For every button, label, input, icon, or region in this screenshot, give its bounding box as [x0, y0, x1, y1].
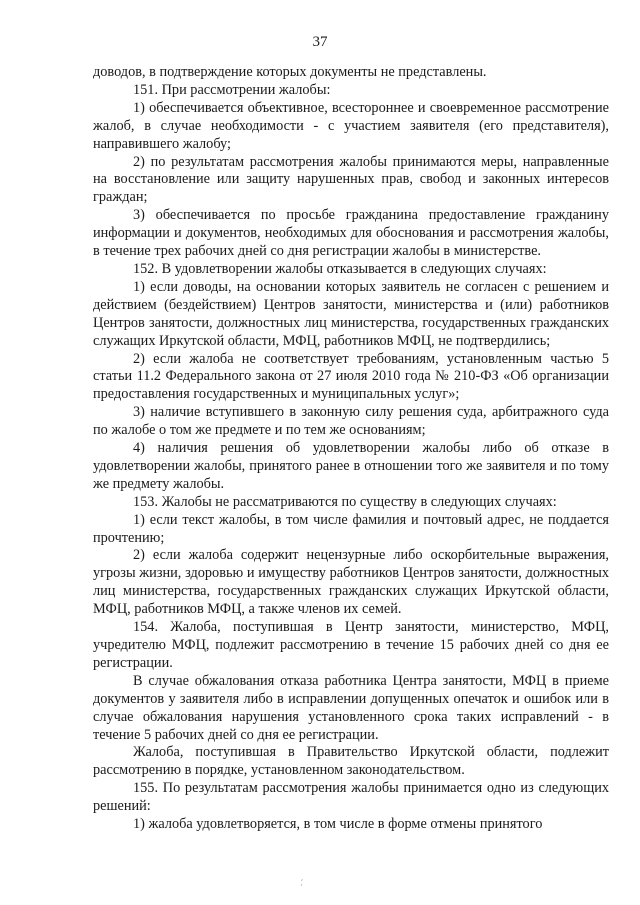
paragraph: 1) жалоба удовлетворяется, в том числе в форме отмены принятого: [133, 816, 543, 833]
page-number: 37: [312, 34, 328, 50]
paragraph: 2) по результатам рассмотрения жалобы принимаются меры, направленные на восстановление или защиту нарушенных прав, свобод и законных интересов граждан;: [93, 153, 609, 206]
paragraph: 152. В удовлетворении жалобы отказывается в следующих случаях:: [133, 260, 547, 277]
paragraph: В случае обжалования отказа работника Центра занятости, МФЦ в приеме документов у заявителя либо в исправлении допущенных опечаток и ошибок или в случае обжалования нарушения установленного срока таких исправлений - в течение 5 рабочих дней со дня ее регистрации.: [93, 672, 609, 743]
paragraph: 4) наличия решения об удовлетворении жалобы либо об отказе в удовлетворении жалобы, принятого ранее в отношении того же заявителя и по тому же предмету жалобы.: [93, 440, 609, 492]
paragraph: 1) если доводы, на основании которых заявитель не согласен с решением и действием (бездействием) Центров занятости, министерства и (или) работников Центров занятости, должностных лиц министерства, государственных гражданских служащих Иркутской области, МФЦ, работников МФЦ, не подтвердились;: [93, 278, 609, 349]
paragraph: Жалоба, поступившая в Правительство Иркутской области, подлежит рассмотрению в порядке, установленном законодательством.: [93, 744, 609, 779]
paragraph: 1) если текст жалобы, в том числе фамилия и почтовый адрес, не поддается прочтению;: [93, 511, 609, 546]
scan-mark: ·́: [300, 880, 303, 890]
paragraph: доводов, в подтверждение которых документы не представлены.: [93, 64, 487, 80]
paragraph: 151. При рассмотрении жалобы:: [133, 81, 331, 98]
paragraph: 1) обеспечивается объективное, всестороннее и своевременное рассмотрение жалоб, в случае необходимости - с участием заявителя (его представителя), направившего жалобу;: [93, 99, 609, 152]
paragraph: 154. Жалоба, поступившая в Центр занятости, министерство, МФЦ, учредителю МФЦ, подлежит рассмотрению в течение 15 рабочих дней со дня ее регистрации.: [93, 619, 609, 671]
paragraph: 155. По результатам рассмотрения жалобы принимается одно из следующих решений:: [93, 780, 609, 815]
paragraph: 2) если жалоба содержит нецензурные либо оскорбительные выражения, угрозы жизни, здоровью и имуществу работников Центров занятости, должностных лиц министерства, государственных гражданских служащих Иркутской области, МФЦ, работников МФЦ, а также членов их семей.: [93, 547, 609, 618]
document-body: [93, 64, 609, 834]
paragraph: 153. Жалобы не рассматриваются по существу в следующих случаях:: [133, 493, 557, 510]
paragraph: 2) если жалоба не соответствует требованиям, установленным частью 5 статьи 11.2 Федерального закона от 27 июля 2010 года № 210-ФЗ «Об организации предоставления государственных и муниципальных услуг»;: [93, 350, 609, 403]
paragraph: 3) обеспечивается по просьбе гражданина предоставление гражданину информации и документов, необходимых для обоснования и рассмотрения жалобы, в течение трех рабочих дней со дня регистрации жалобы в министерстве.: [93, 207, 609, 260]
paragraph: 3) наличие вступившего в законную силу решения суда, арбитражного суда по жалобе о том же предмете и по тем же основаниям;: [93, 404, 609, 439]
